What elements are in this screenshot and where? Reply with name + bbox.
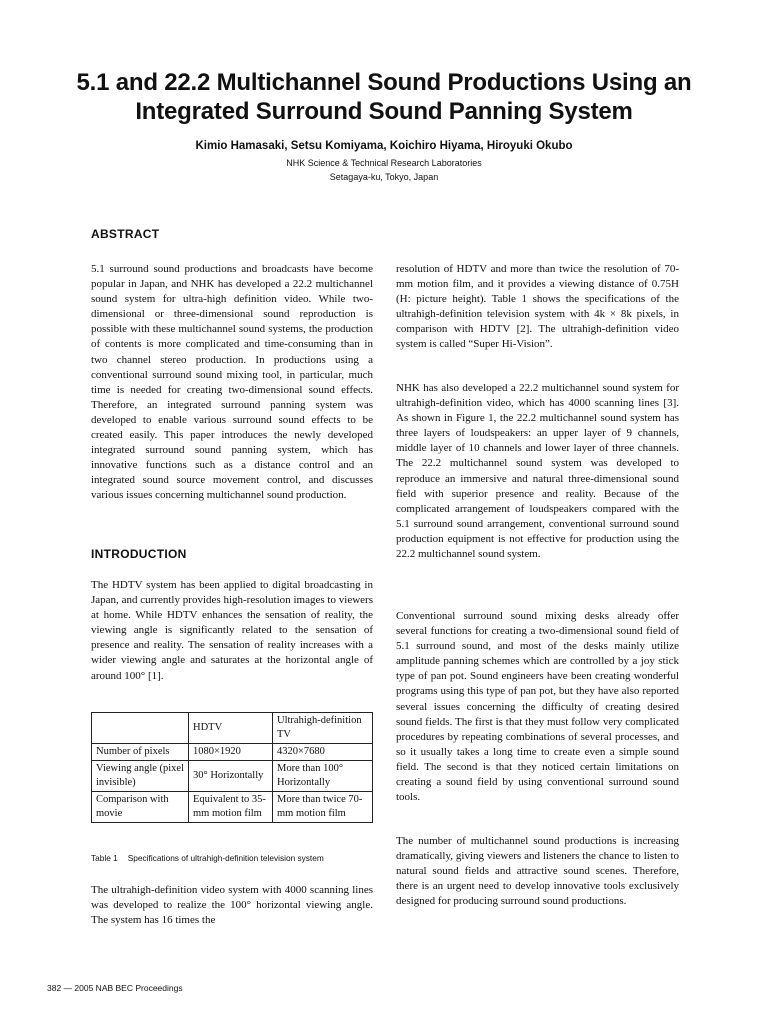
table-cell: 30° Horizontally [189,761,273,792]
intro-paragraph-2: The ultrahigh-definition video system with 4000 scanning lines was developed to realize the 100° horizontal viewing angle. The system has 16 times the [91,884,373,927]
table-cell: 4320×7680 [273,744,373,761]
table-cell [92,713,189,744]
table-row [92,744,373,761]
abstract-heading: ABSTRACT [91,227,160,241]
authors: Kimio Hamasaki, Setsu Komiyama, Koichiro Hiyama, Hiroyuki Okubo [195,140,573,152]
intro-paragraph-4: NHK has also developed a 22.2 multichannel sound system for ultrahigh-definition video, which has 4000 scanning lines [3]. As shown in Figure 1, the 22.2 multichannel sound system has three layers of loudspeakers: an upper layer of 9 channels, middle layer of 10 channels and lower layer of three channels. The 22.2 multichannel sound system was developed to reproduce an immersive and natural three-dimensional sound field with superior presence and reality. Because of the complicated arrangement of loudspeakers compared with the 5.1 surround sound arrangement, conventional surround sound production equipment is not effective for production using the 22.2 multichannel sound system. [396,382,679,561]
introduction-heading: INTRODUCTION [91,547,187,561]
table-cell: More than 100° Horizontally [273,761,373,792]
table-cell: Number of pixels [92,744,189,761]
table-cell: Equivalent to 35-mm motion film [189,792,273,823]
table-cell: Ultrahigh-definition TV [273,713,373,744]
table-cell: 1080×1920 [189,744,273,761]
table-cell: Viewing angle (pixel invisible) [92,761,189,792]
table-cell: Comparison with movie [92,792,189,823]
table-cell: More than twice 70-mm motion film [273,792,373,823]
affiliation-block [40,156,728,184]
affiliation: NHK Science & Technical Research Laboratories [286,158,482,168]
intro-paragraph-6: The number of multichannel sound productions is increasing dramatically, giving viewers and listeners the chance to listen to natural sound fields and attractive sound scenes. Therefore, there is an urgent need to develop innovative tools exclusively designed for producing surround sound productions. [396,835,679,908]
abstract-text: 5.1 surround sound productions and broadcasts have become popular in Japan, and NHK has developed a 22.2 multichannel sound system for ultra-high definition video. While two-dimensional or three-dimensional sound reproduction is possible with these multichannel sound systems, the production of contents is more complicated and time-consuming than in two channel stereo production. In productions using a conventional surround sound mixing tool, in particular, much time is needed for creating two-dimensional sound effects. Therefore, an integrated surround panning system was developed to enable various surround sound effects to be created easily. This paper introduces the newly developed integrated surround sound panning system, which has innovative functions such as a distance control and an integrated sound source movement control, and discusses various issues concerning multichannel sound production. [91,263,373,502]
specifications-table [91,712,373,823]
table-caption-text: Specifications of ultrahigh-definition television system [127,853,324,863]
table-row [92,761,373,792]
intro-paragraph-5: Conventional surround sound mixing desks already offer several functions for creating a two-dimensional sound field of 5.1 surround sound, and most of the desks mainly utilize amplitude panning schemes which are controlled by a joy stick type of pan pot. Sound engineers have been creating wonderful programs using this type of pan pot, but they have also reported several issues concerning the difficulty of creating desired sound fields. The first is that they must follow very complicated procedures by repeating combinations of several processes, and so it usually takes a long time to create even a simple sound field. The second is that they noticed certain limitations on creating a sound field by using conventional surround sound tools. [396,610,679,804]
table-caption [91,853,381,863]
table-row [92,713,373,744]
table-caption-number: Table 1 [91,853,118,863]
table-row [92,792,373,823]
paper-title: 5.1 and 22.2 Multichannel Sound Productions Using an Integrated Surround Sound Panning System [76,69,692,125]
page-footer: 382 — 2005 NAB BEC Proceedings [47,983,183,993]
location: Setagaya-ku, Tokyo, Japan [329,172,439,182]
table-cell: HDTV [189,713,273,744]
intro-paragraph-1: The HDTV system has been applied to digital broadcasting in Japan, and currently provides high-resolution images to viewers at home. While HDTV enhances the sensation of reality, the viewing angle is significantly related to the sensation of presence and reality. The sensation of reality increases with a wider viewing angle and saturates at the horizontal angle of around 100° [1]. [91,579,373,682]
intro-paragraph-3: resolution of HDTV and more than twice the resolution of 70-mm motion film, and it provides a viewing distance of 0.75H (H: picture height). Table 1 shows the specifications of the ultrahigh-definition television system with 4k × 8k pixels, in comparison with HDTV [2]. The ultrahigh-definition video system is called “Super Hi-Vision”. [396,263,679,351]
